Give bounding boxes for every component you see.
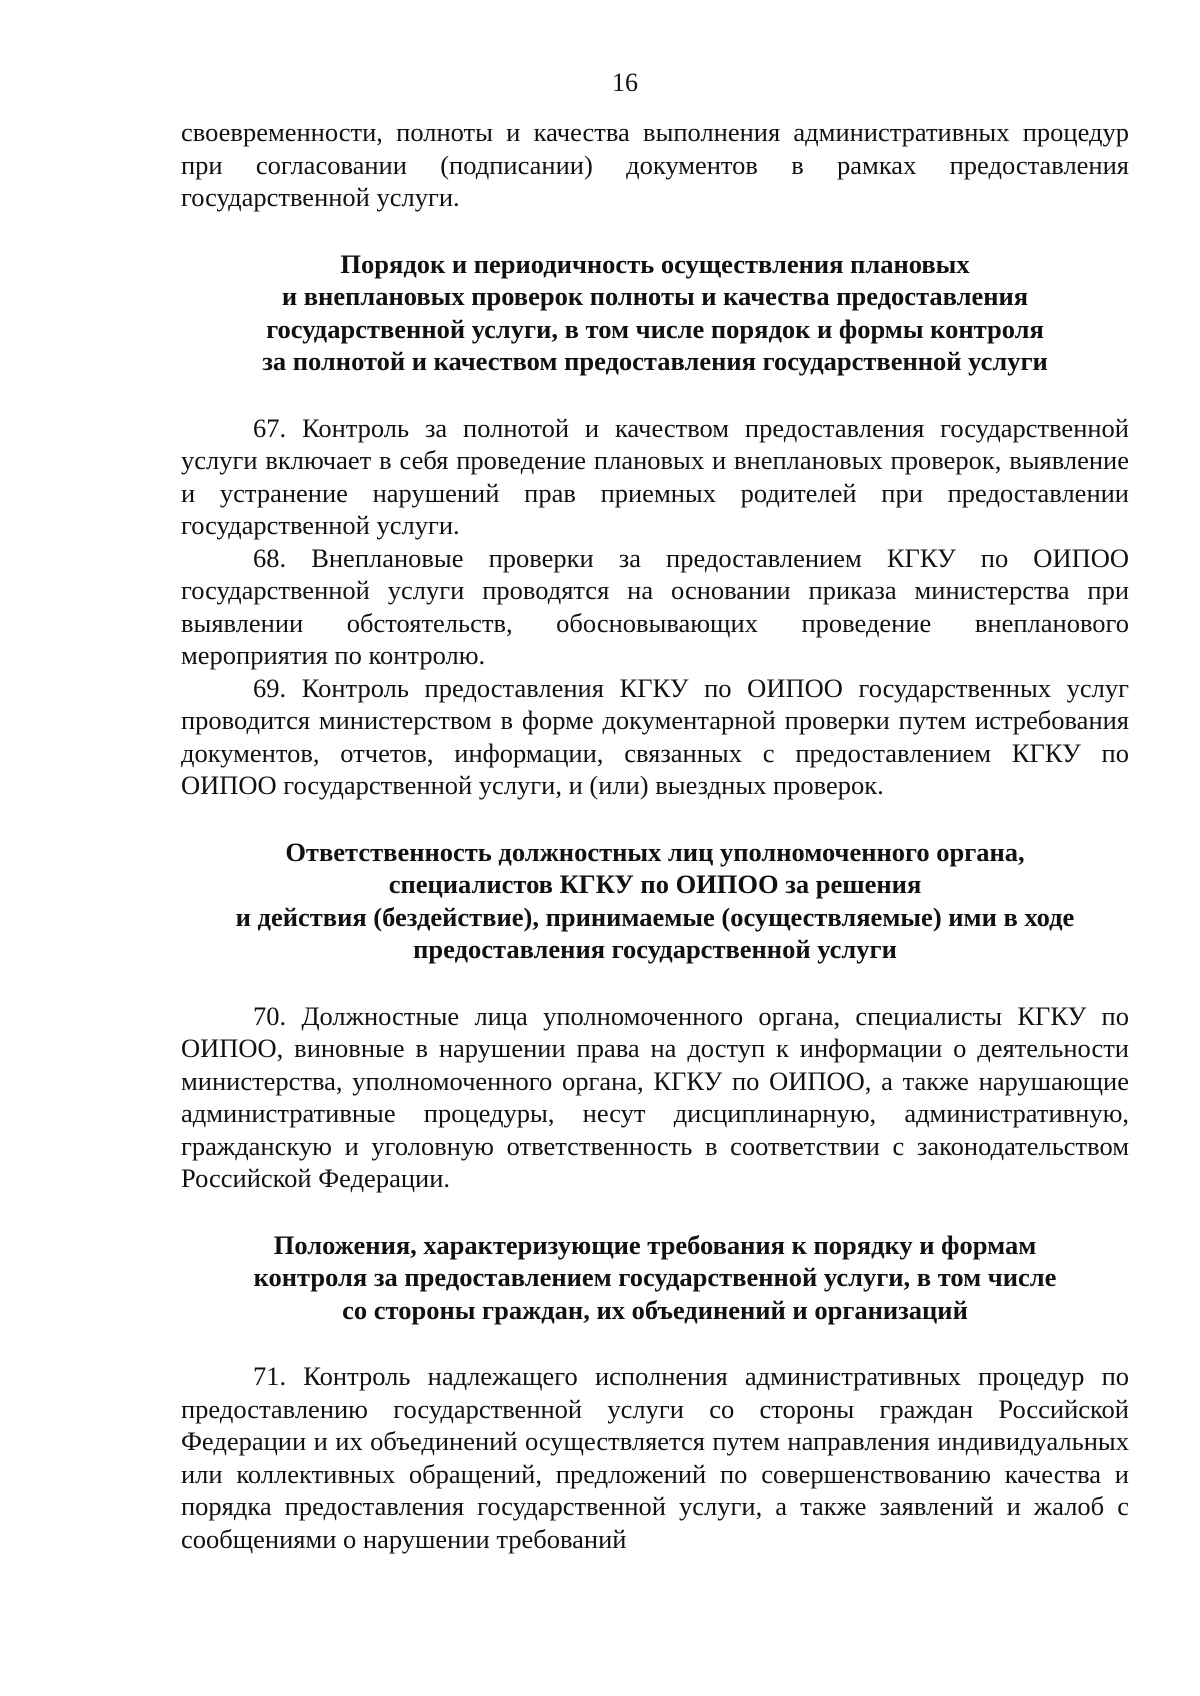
paragraph-68: 68. Внеплановые проверки за предоставлением КГКУ по ОИПОО государственной услуги проводятся на основании приказа министерства при выявлении обстоятельств, обосновывающих проведение внепланового мероприятия по контролю. xyxy=(181,542,1129,670)
paragraph-70: 70. Должностные лица уполномоченного органа, специалисты КГКУ по ОИПОО, виновные в нарушении права на доступ к информации о деятельности министерства, уполномоченного органа, КГКУ по ОИПОО, а также нарушающие административные процедуры, несут дисциплинарную, административную, гражданскую и уголовную ответственность в соответствии с законодательством Российской Федерации. xyxy=(181,1000,1129,1193)
page-number: 16 xyxy=(612,68,638,97)
section-heading-inspections xyxy=(181,248,1129,378)
heading-line: со стороны граждан, их объединений и организаций xyxy=(342,1294,968,1325)
section-heading-control-provisions xyxy=(181,1229,1129,1327)
heading-line: Порядок и периодичность осуществления плановых xyxy=(340,248,970,279)
section-heading-responsibility xyxy=(181,836,1129,966)
heading-line: государственной услуги, в том числе порядок и формы контроля xyxy=(266,313,1044,344)
heading-line: контроля за предоставлением государственной услуги, в том числе xyxy=(253,1262,1057,1292)
heading-line: предоставления государственной услуги xyxy=(413,934,897,964)
intro-paragraph: своевременности, полноты и качества выполнения административных процедур при согласовании (подписании) документов в рамках предоставления государственной услуги. xyxy=(181,117,1129,212)
paragraph-69: 69. Контроль предоставления КГКУ по ОИПОО государственных услуг проводится министерством в форме документарной проверки путем истребования документов, отчетов, информации, связанных с предоставлением КГКУ по ОИПОО государственной услуги, и (или) выездных проверок. xyxy=(181,672,1129,800)
heading-line: за полнотой и качеством предоставления государственной услуги xyxy=(262,346,1048,376)
document-body xyxy=(181,116,1129,1555)
heading-line: и внеплановых проверок полноты и качества предоставления xyxy=(281,281,1029,311)
paragraph-67: 67. Контроль за полнотой и качеством предоставления государственной услуги включает в себя проведение плановых и внеплановых проверок, выявление и устранение нарушений прав приемных родителей при предоставлении государственной услуги. xyxy=(181,412,1129,540)
heading-line: Положения, характеризующие требования к порядку и формам xyxy=(273,1229,1037,1260)
heading-line: и действия (бездействие), принимаемые (осуществляемые) ими в ходе xyxy=(235,901,1075,932)
heading-line: Ответственность должностных лиц уполномоченного органа, xyxy=(285,836,1025,867)
paragraph-71: 71. Контроль надлежащего исполнения административных процедур по предоставлению государственной услуги со стороны граждан Российской Федерации и их объединений осуществляется путем направления индивидуальных или коллективных обращений, предложений по совершенствованию качества и порядка предоставления государственной услуги, а также заявлений и жалоб с сообщениями о нарушении требований xyxy=(181,1361,1129,1554)
heading-line: специалистов КГКУ по ОИПОО за решения xyxy=(388,869,922,899)
